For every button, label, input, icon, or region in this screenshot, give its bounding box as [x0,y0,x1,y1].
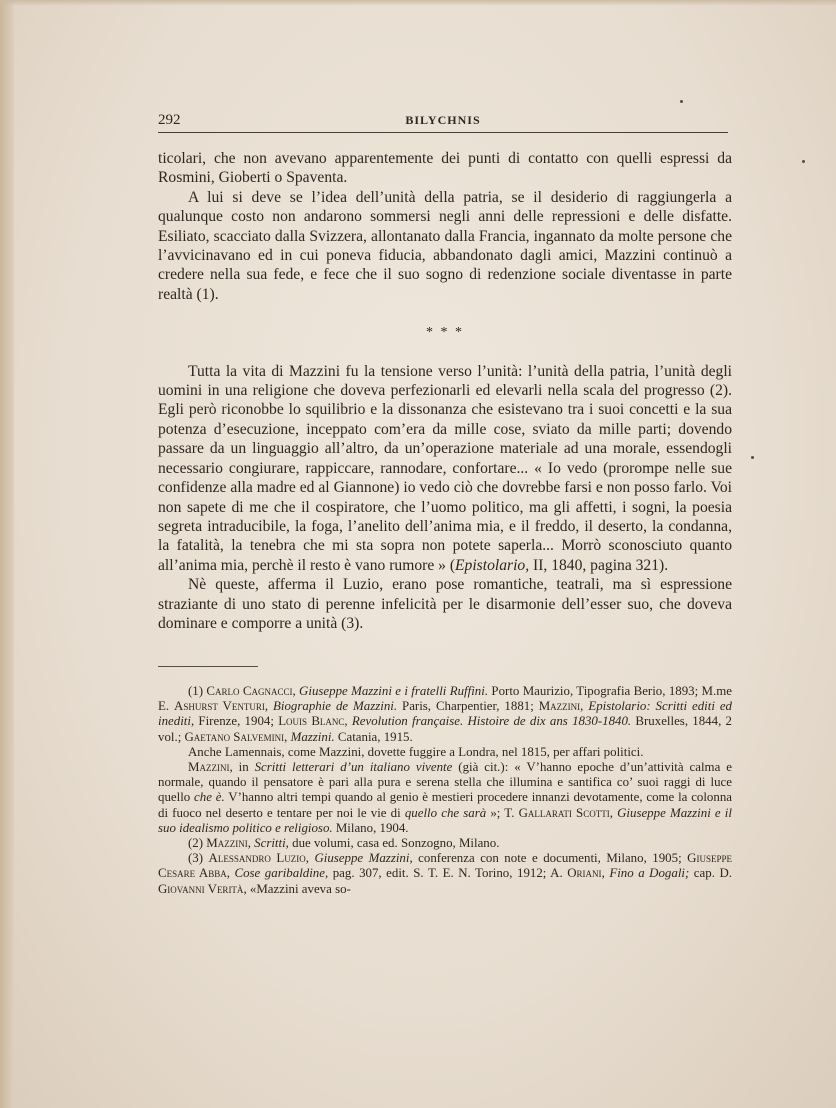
author-name: Giuseppe Cesare Abba [158,851,732,881]
author-name: Gallarati Scotti [518,805,610,820]
footnote-text: pag. 307, edit. S. T. E. N. Torino, 1912; A. [328,866,568,881]
footnote-rule [158,666,258,667]
footnote-text: , [609,805,618,820]
footnote-text: Catania, 1915. [334,729,413,744]
footnote-3 [158,851,732,897]
author-name: Mazzini [206,836,248,851]
paragraph-3 [158,362,732,575]
paper-speck [802,160,805,163]
footnote-text: »; T. [486,805,519,820]
footnote-marker: (3) [188,851,209,866]
emphasis: quello che sarà [404,805,487,820]
paragraph-3-text: Tutta la vita di Mazzini fu la tensione verso l’unità: l’unità della patria, l’unità degli uomini in una religione che doveva perfezionarli ed elevarli nella scala del progresso (2). Egli però riconobbe lo squilibrio e la dissonanza che esistevano tra i suoi concetti e la sua potenza d’esecuzione, inceppato com’era da mille cose, sviato da mille parti; dovendo passare da un linguaggio all’altro, da un’operazione materiale ad una morale, essendogli necessario congiurare, rappiccare, rannodare, confortare... « Io vedo (prorompe nelle sue confidenze alla madre ed al Giannone) io vedo ciò che dovrebbe farsi e non posso farlo. Voi non sapete di me che il cospiratore, che l’uomo politico, ma gli affetti, i sogni, la poesia segreta intraducibile, la foga, l’anelito dell’anima mia, e il freddo, il deserto, la condanna, la fatalità, la tenebra che mi sta sopra non potete saperla... Morrò sconosciuto quanto all’anima mia, perchè il resto è vano rumore » ( [158,362,732,574]
main-text [158,149,732,633]
page-header [158,112,728,132]
footnote-text: cap. D. [689,866,732,881]
work-title: Cose garibaldine, [234,866,329,881]
work-title: Giuseppe Mazzini e i fratelli Ruffini. [299,684,489,698]
footnote-text: , [264,699,274,714]
author-name: Ashurst Venturi [174,699,265,714]
footnote-text: , [305,851,315,866]
work-title: Giuseppe Mazzini, [314,851,413,866]
work-title: Fino a Dogali; [609,866,690,881]
footnote-1-quote [158,760,732,836]
author-name: Mazzini [188,760,230,775]
author-name: Giovanni Verità [158,881,244,896]
footnote-text: , [292,684,300,698]
author-name: Louis Blanc [278,714,345,729]
work-title: Epistolario: Scritti editi ed inediti, [158,699,732,729]
page-top-edge [0,0,836,6]
footnote-text: V’hanno altri tempi quando al genio è mestieri procedere innanzi devotamente, come la colonna di fuoco nel deserto e tentare per noi le vie di [158,790,732,820]
footnote-marker: (2) [188,836,207,851]
footnotes [158,684,732,897]
work-title: Revolution française. Histoire de dix ans 1830-1840. [351,714,632,729]
paper-speck [680,100,683,103]
header-rule [158,132,728,133]
footnote-text: , [344,714,352,729]
author-name: Carlo Cagnacci [206,684,293,698]
footnote-2 [158,836,732,851]
footnote-text: Firenze, 1904; [194,714,279,729]
paragraph-3-citation: Epistolario, [455,556,530,574]
paragraph-2: A lui si deve se l’idea dell’unità della patria, se il desiderio di raggiungerla a qualunque costo non andarono sommersi negli anni delle repressioni e delle disfatte. Esiliato, scacciato dalla Svizzera, allontanato dalla Francia, ingannato da molte persone che l’avvicinavano ed in cui poneva fiducia, abbandonato dagli amici, Mazzini continuò a credere nella sua fede, e fece che il suo sogno di redenzione sociale diventasse in parte realtà (1). [158,188,732,303]
footnote-text: , [284,729,291,744]
footnote-text: , [580,699,589,714]
footnote-text: (già cit.): « V’hanno epoche d’un’attività calma e normale, quando il pensatore è pari alla pura e serena stella che illumina e santifica co’ suoi raggi di luce quello [158,760,732,805]
page-number: 292 [158,112,181,128]
page-binding-edge [0,0,14,1108]
footnote-1 [158,684,732,745]
footnote-text: due volumi, casa ed. Sonzogno, Milano. [288,836,500,851]
footnote-text: , [247,836,255,851]
section-separator: * * * [426,325,464,341]
author-name: Mazzini [538,699,581,714]
footnote-text: Porto Maurizio, Tipografia Berio, 1893; M.me E. [158,684,732,714]
running-title: BILYCHNIS [405,113,481,127]
footnote-text: conferenza con note e documenti, Milano, 1905; [412,851,688,866]
footnote-1-continuation: Anche Lamennais, come Mazzini, dovette fuggire a Londra, nel 1815, per affari politici. [188,744,644,759]
paragraph-1: ticolari, che non avevano apparentemente dei punti di contatto con quelli espressi da Rosmini, Gioberti o Spaventa. [158,150,732,187]
author-name: Oriani [567,866,602,881]
paragraph-4: Nè queste, afferma il Luzio, erano pose romantiche, teatrali, ma sì espressione straziante di uno stato di perenne infelicità per le disarmonie dell’esser suo, che doveva dominare e comporre a unità (3). [158,576,732,632]
paper-speck [751,456,754,459]
author-name: Gaetano Salvemini [184,729,285,744]
footnote-text: , in [229,760,255,775]
footnote-text: Bruxelles, 1844, 2 vol.; [158,714,732,744]
footnote-text: , [601,866,610,881]
emphasis: che è. [194,790,225,805]
work-title: Scritti letterari d’un italiano vivente [254,760,453,775]
footnote-marker: (1) [188,684,207,698]
footnote-text: , [226,866,235,881]
work-title: Biographie de Mazzini. [273,699,398,714]
work-title: Scritti, [254,836,289,851]
paragraph-3-text-end: II, 1840, pagina 321). [529,556,669,574]
footnote-text: Milano, 1904. [332,820,409,835]
work-title: Mazzini. [290,729,335,744]
footnote-text: , «Mazzini aveva so- [243,881,351,896]
author-name: Alessandro Luzio [208,851,306,866]
work-title: Giuseppe Mazzini e il suo idealismo politico e religioso. [158,805,732,835]
footnote-text: Paris, Charpentier, 1881; [397,699,539,714]
